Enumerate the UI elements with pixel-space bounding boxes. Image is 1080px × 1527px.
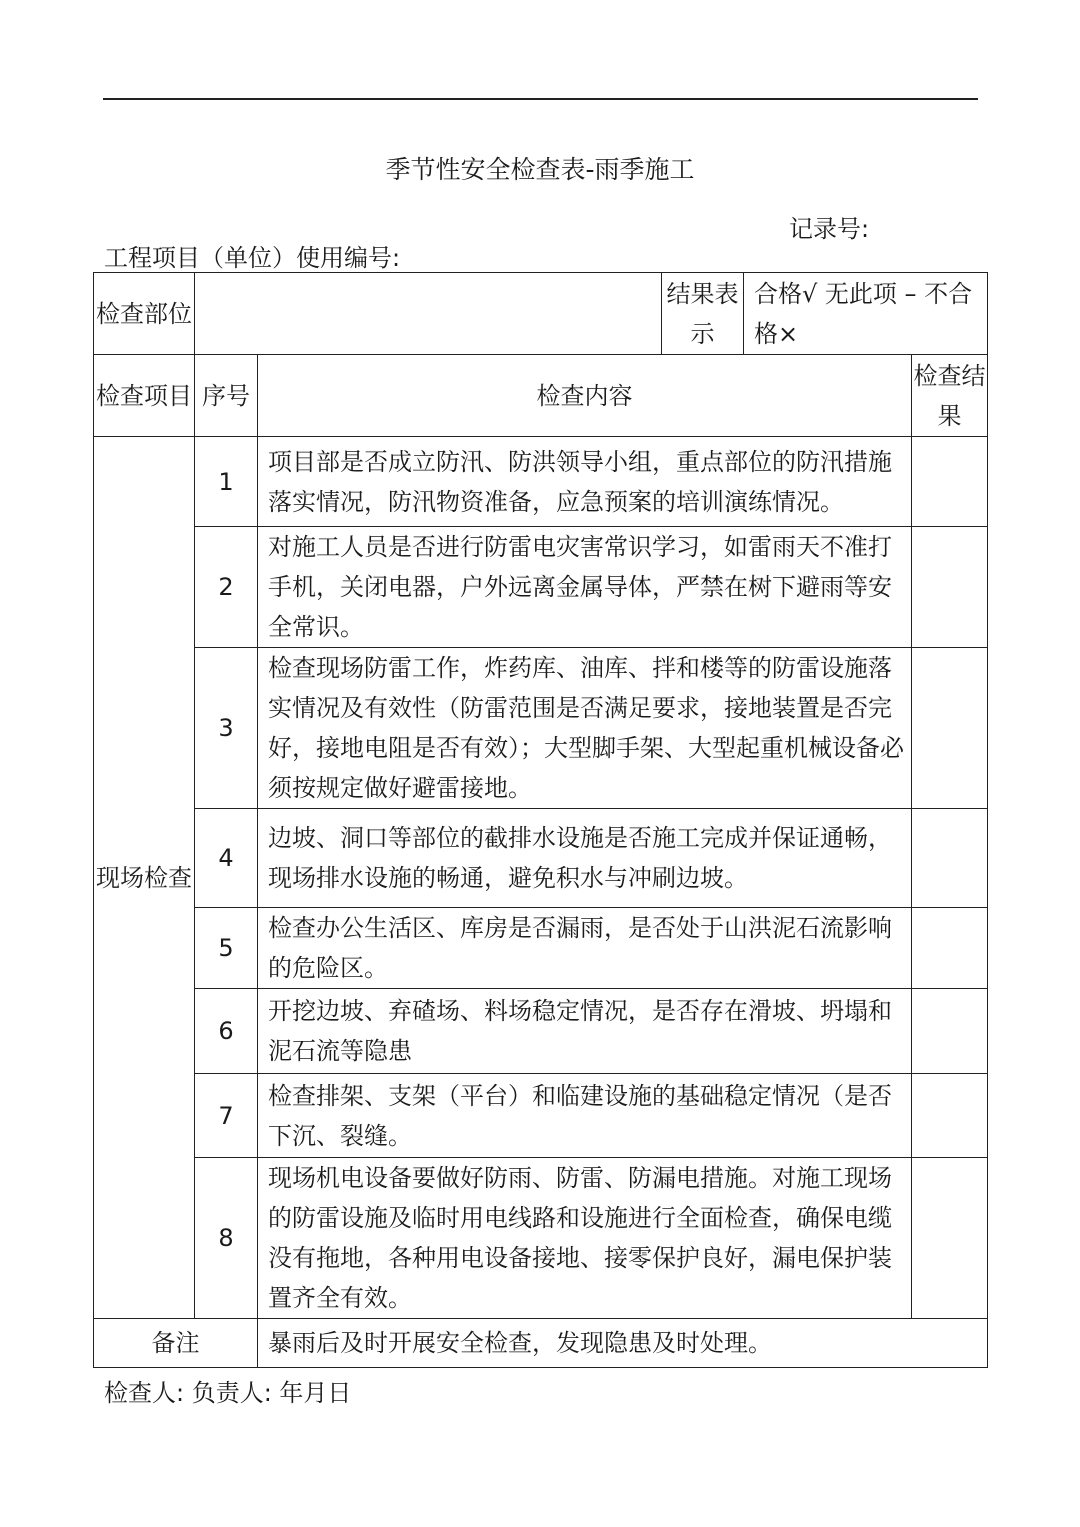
row-content: 检查排架、支架（平台）和临建设施的基础稳定情况（是否下沉、裂缝。 (258, 1074, 912, 1158)
remarks-value: 暴雨后及时开展安全检查，发现隐患及时处理。 (258, 1319, 988, 1368)
row-number: 5 (195, 908, 258, 989)
row-result (912, 908, 988, 989)
row-result (912, 809, 988, 908)
row-result (912, 1158, 988, 1319)
row-content: 现场机电设备要做好防雨、防雷、防漏电措施。对施工现场的防雷设施及临时用电线路和设施进行全面检查，确保电缆没有拖地，各种用电设备接地、接零保护良好，漏电保护装置齐全有效。 (258, 1158, 912, 1319)
table-row (94, 989, 988, 1074)
row-number: 7 (195, 1074, 258, 1158)
row-number: 3 (195, 648, 258, 809)
signature-line: 检查人: 负责人: 年月日 (104, 1379, 352, 1407)
row-content: 检查现场防雷工作，炸药库、油库、拌和楼等的防雷设施落实情况及有效性（防雷范围是否满足要求，接地装置是否完好，接地电阻是否有效）；大型脚手架、大型起重机械设备必须按规定做好避雷接地。 (258, 648, 912, 809)
table-row (94, 527, 988, 648)
table-row (94, 809, 988, 908)
document-title: 季节性安全检查表-雨季施工 (385, 155, 695, 184)
inspection-table (93, 272, 988, 1368)
record-number-label: 记录号: (789, 215, 870, 243)
row-number: 2 (195, 527, 258, 648)
row-content: 边坡、洞口等部位的截排水设施是否施工完成并保证通畅，现场排水设施的畅通，避免积水与冲刷边坡。 (258, 809, 912, 908)
col-result: 检查结果 (912, 355, 988, 437)
header-row (94, 273, 988, 355)
group-label: 现场检查 (94, 437, 195, 1319)
row-content: 检查办公生活区、库房是否漏雨，是否处于山洪泥石流影响的危险区。 (258, 908, 912, 989)
header-rule (103, 98, 978, 100)
row-number: 1 (195, 437, 258, 527)
result-legend: 合格√ 无此项 – 不合格× (744, 273, 988, 355)
row-content: 开挖边坡、弃碴场、料场稳定情况，是否存在滑坡、坍塌和泥石流等隐患 (258, 989, 912, 1074)
table-row (94, 1158, 988, 1319)
project-number-label: 工程项目（单位）使用编号: (104, 244, 401, 272)
table-row (94, 437, 988, 527)
row-number: 8 (195, 1158, 258, 1319)
row-result (912, 648, 988, 809)
column-header-row (94, 355, 988, 437)
table-row (94, 648, 988, 809)
row-result (912, 989, 988, 1074)
row-content: 对施工人员是否进行防雷电灾害常识学习，如雷雨天不准打手机，关闭电器，户外远离金属导体，严禁在树下避雨等安全常识。 (258, 527, 912, 648)
table-row (94, 908, 988, 989)
row-number: 6 (195, 989, 258, 1074)
row-result (912, 1074, 988, 1158)
remarks-label: 备注 (94, 1319, 258, 1368)
inspection-part-label: 检查部位 (94, 273, 195, 355)
row-result (912, 527, 988, 648)
col-inspection-item: 检查项目 (94, 355, 195, 437)
col-content: 检查内容 (258, 355, 912, 437)
remarks-row (94, 1319, 988, 1368)
inspection-part-value (195, 273, 662, 355)
row-result (912, 437, 988, 527)
row-number: 4 (195, 809, 258, 908)
col-number: 序号 (195, 355, 258, 437)
result-legend-label: 结果表示 (662, 273, 744, 355)
row-content: 项目部是否成立防汛、防洪领导小组，重点部位的防汛措施落实情况，防汛物资准备，应急预案的培训演练情况。 (258, 437, 912, 527)
table-row (94, 1074, 988, 1158)
